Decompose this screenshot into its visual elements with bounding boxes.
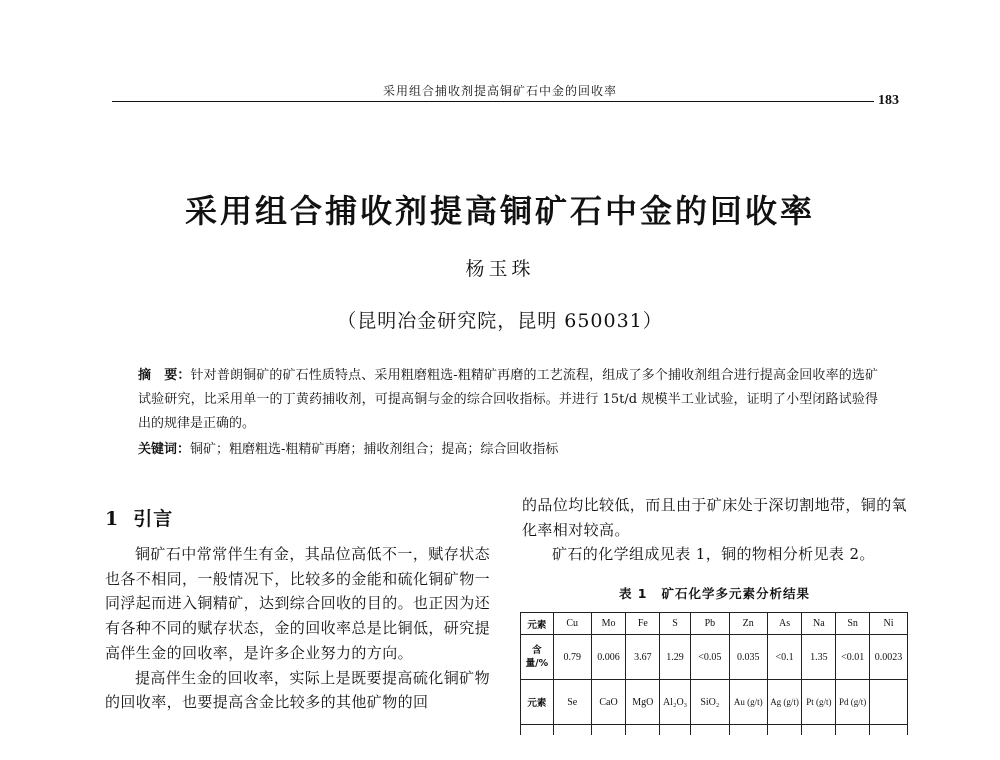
abstract <box>138 364 878 436</box>
table-row <box>521 725 908 736</box>
row-label-content: 含量/% <box>521 635 554 680</box>
element-cell: Na <box>802 613 836 635</box>
element-cell <box>870 680 908 725</box>
element-cell: Pt (g/t) <box>802 680 836 725</box>
element-cell: Se <box>553 680 591 725</box>
value-cell: <0.05 <box>690 635 729 680</box>
table-caption-text: 矿石化学多元素分析结果 <box>661 586 811 601</box>
table-number: 表 1 <box>618 586 648 601</box>
running-head: 采用组合捕收剂提高铜矿石中金的回收率 <box>382 84 617 98</box>
element-cell: Cu <box>553 613 591 635</box>
element-cell: Ag (g/t) <box>767 680 802 725</box>
element-cell: As <box>767 613 802 635</box>
table-cell <box>626 725 660 736</box>
value-cell: 1.29 <box>660 635 691 680</box>
chemical-analysis-table <box>520 612 908 735</box>
abstract-text: 针对普朗铜矿的矿石性质特点、采用粗磨粗选-粗精矿再磨的工艺流程，组成了多个捕收剂组合进行提高金回收率的选矿试验研究，比采用单一的丁黄药捕收剂，可提高铜与金的综合回收指标。并进行 15t/d 规模半工业试验，证明了小型闭路试验得出的规律是正确的。 <box>138 368 878 431</box>
element-cell: Ni <box>870 613 908 635</box>
element-cell: Mo <box>591 613 626 635</box>
value-cell: 0.035 <box>729 635 767 680</box>
right-column <box>522 493 907 567</box>
keywords-label: 关键词： <box>138 442 191 457</box>
value-cell: 3.67 <box>626 635 660 680</box>
continuation-paragraph: 的品位均比较低，而且由于矿床处于深切割地带，铜的氧化率相对较高。 <box>522 496 908 539</box>
keywords-text: 铜矿；粗磨粗选-粗精矿再磨；捕收剂组合；提高；综合回收指标 <box>190 442 559 457</box>
row-label-element: 元素 <box>521 613 554 635</box>
abstract-label: 摘 要： <box>138 368 191 383</box>
table-row <box>521 680 908 725</box>
element-cell: MgO <box>626 680 660 725</box>
element-cell: Zn <box>729 613 767 635</box>
value-cell: <0.01 <box>836 635 870 680</box>
table-cell <box>802 725 836 736</box>
table-cell <box>690 725 729 736</box>
intro-paragraph-2: 提高伴生金的回收率，实际上是既要提高硫化铜矿物的回收率，也要提高含金比较多的其他矿物的回 <box>105 668 490 712</box>
table-cell <box>767 725 802 736</box>
value-cell: <0.1 <box>767 635 802 680</box>
value-cell: 0.79 <box>553 635 591 680</box>
table-cell <box>836 725 870 736</box>
table-cell <box>553 725 591 736</box>
element-cell: Pd (g/t) <box>836 680 870 725</box>
left-column <box>105 542 490 715</box>
paper-title: 采用组合捕收剂提高铜矿石中金的回收率 <box>184 192 815 230</box>
element-cell: Au (g/t) <box>729 680 767 725</box>
table-row <box>521 635 908 680</box>
author: 杨玉珠 <box>465 258 535 280</box>
table-reference-paragraph: 矿石的化学组成见表 1，铜的物相分析见表 2。 <box>552 545 875 564</box>
table-row <box>521 613 908 635</box>
element-cell: CaO <box>591 680 626 725</box>
intro-paragraph-1: 铜矿石中常常伴生有金，其品位高低不一，赋存状态也各不相同，一般情况下，比较多的金能和硫化铜矿物一同浮起而进入铜精矿，达到综合回收的目的。也正因为还有各种不同的赋存状态，金的回收率总是比铜低，研究提高伴生金的回收率，是许多企业努力的方向。 <box>105 545 491 662</box>
element-cell: Al₂O₃ <box>660 680 691 725</box>
element-cell: SiO₂ <box>690 680 729 725</box>
table-cell <box>870 725 908 736</box>
table-cell <box>660 725 691 736</box>
element-cell: S <box>660 613 691 635</box>
value-cell: 0.006 <box>591 635 626 680</box>
table-cell <box>521 725 554 736</box>
row-label-element: 元素 <box>521 680 554 725</box>
section-number: 1 <box>105 508 120 530</box>
element-cell: Sn <box>836 613 870 635</box>
value-cell: 0.0023 <box>870 635 908 680</box>
keywords <box>138 438 878 462</box>
element-cell: Pb <box>690 613 729 635</box>
page-number: 183 <box>878 93 899 108</box>
header-rule <box>112 101 874 102</box>
section-heading <box>105 504 173 531</box>
table-cell <box>591 725 626 736</box>
element-cell: Fe <box>626 613 660 635</box>
affiliation: （昆明冶金研究院，昆明 650031） <box>337 310 663 332</box>
table-caption <box>522 584 907 602</box>
value-cell: 1.35 <box>802 635 836 680</box>
table-cell <box>729 725 767 736</box>
section-title: 引言 <box>133 508 174 530</box>
